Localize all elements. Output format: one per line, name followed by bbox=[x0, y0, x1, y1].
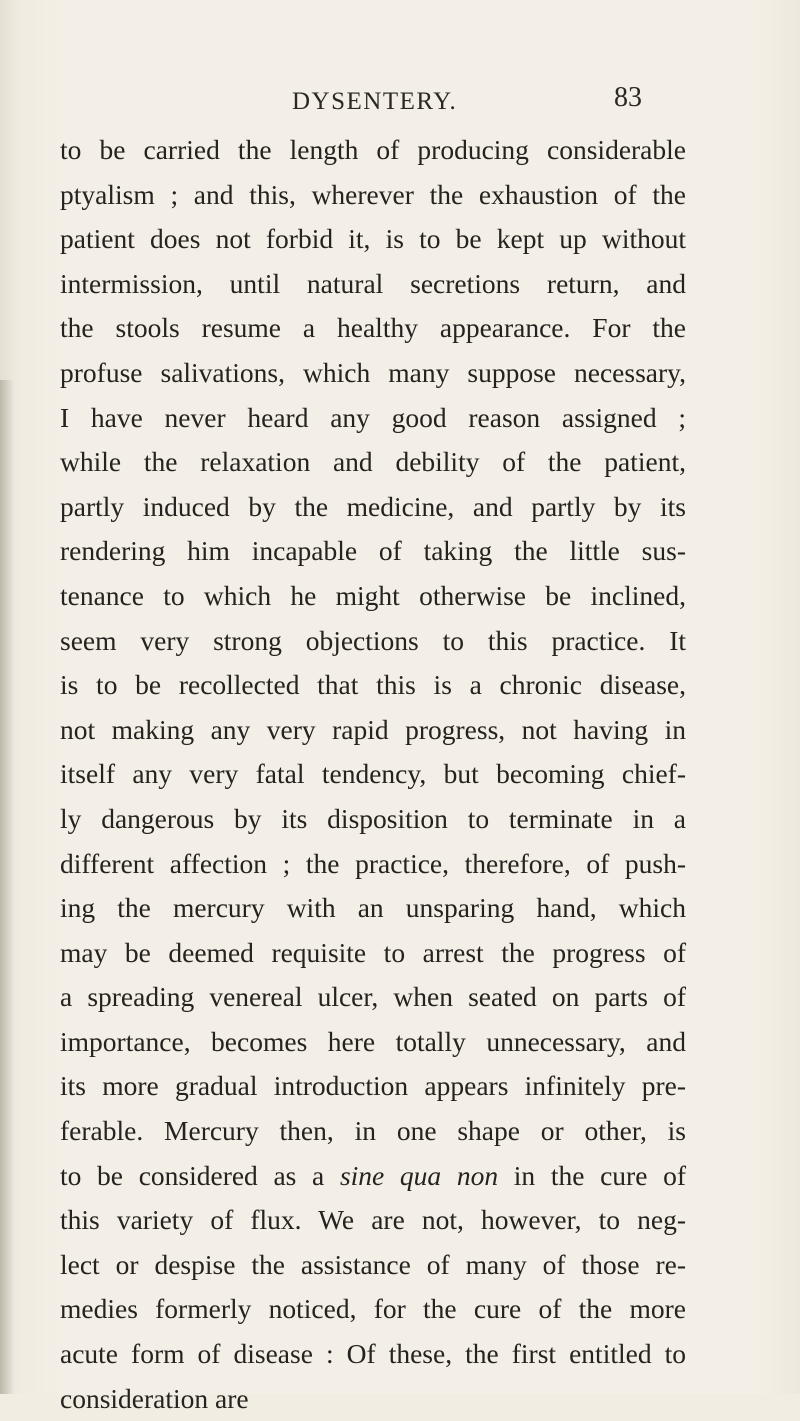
text-line: while the relaxation and debility of the patient, bbox=[60, 446, 686, 478]
text-line: is to be recollected that this is a chronic disease, bbox=[60, 669, 686, 701]
page-number: 83 bbox=[614, 82, 642, 113]
text-line: a spreading venereal ulcer, when seated on parts of bbox=[60, 981, 686, 1013]
text-line: tenance to which he might otherwise be inclined, bbox=[60, 579, 686, 611]
text-line: intermission, until natural secretions return, and bbox=[60, 267, 686, 299]
text-line: profuse salivations, which many suppose necessary, bbox=[60, 356, 686, 388]
binding-shadow bbox=[0, 380, 14, 1394]
italic-phrase: sine qua non bbox=[339, 1159, 499, 1191]
text-line: ferable. Mercury then, in one shape or other, is bbox=[60, 1115, 686, 1147]
text-line: importance, becomes here totally unnecessary, and bbox=[60, 1025, 686, 1057]
text-line: consideration are bbox=[60, 1382, 249, 1414]
text-line: different affection ; the practice, therefore, of push- bbox=[60, 847, 686, 879]
text-line: patient does not forbid it, is to be kept up without bbox=[60, 223, 686, 255]
page-header bbox=[0, 82, 800, 122]
text-line: I have never heard any good reason assigned ; bbox=[60, 401, 686, 433]
text-line: medies formerly noticed, for the cure of the more bbox=[60, 1293, 686, 1325]
running-head: DYSENTERY. bbox=[292, 88, 458, 115]
text-line: not making any very rapid progress, not having in bbox=[60, 713, 686, 745]
text-line: partly induced by the medicine, and partly by its bbox=[60, 490, 686, 522]
text-segment: to be considered as a bbox=[60, 1159, 340, 1191]
text-line: acute form of disease : Of these, the first entitled to bbox=[60, 1338, 686, 1370]
text-line: ptyalism ; and this, wherever the exhaustion of the bbox=[60, 178, 686, 210]
text-line: its more gradual introduction appears infinitely pre- bbox=[60, 1070, 686, 1102]
text-line: lect or despise the assistance of many of those re- bbox=[60, 1248, 686, 1280]
text-segment: in the cure of bbox=[498, 1159, 686, 1191]
text-line: to be carried the length of producing considerable bbox=[60, 134, 686, 165]
text-line: ing the mercury with an unsparing hand, which bbox=[60, 892, 686, 924]
text-line: seem very strong objections to this practice. It bbox=[60, 624, 686, 656]
body-text bbox=[60, 128, 686, 1421]
text-line-with-italic bbox=[60, 1154, 686, 1199]
text-line: the stools resume a healthy appearance. For the bbox=[60, 312, 686, 344]
text-line: ly dangerous by its disposition to terminate in a bbox=[60, 802, 686, 834]
text-line: rendering him incapable of taking the little sus- bbox=[60, 535, 686, 567]
text-line: this variety of flux. We are not, however, to neg- bbox=[60, 1204, 686, 1236]
text-line: itself any very fatal tendency, but becoming chief- bbox=[60, 758, 686, 790]
text-line: may be deemed requisite to arrest the progress of bbox=[60, 936, 686, 968]
